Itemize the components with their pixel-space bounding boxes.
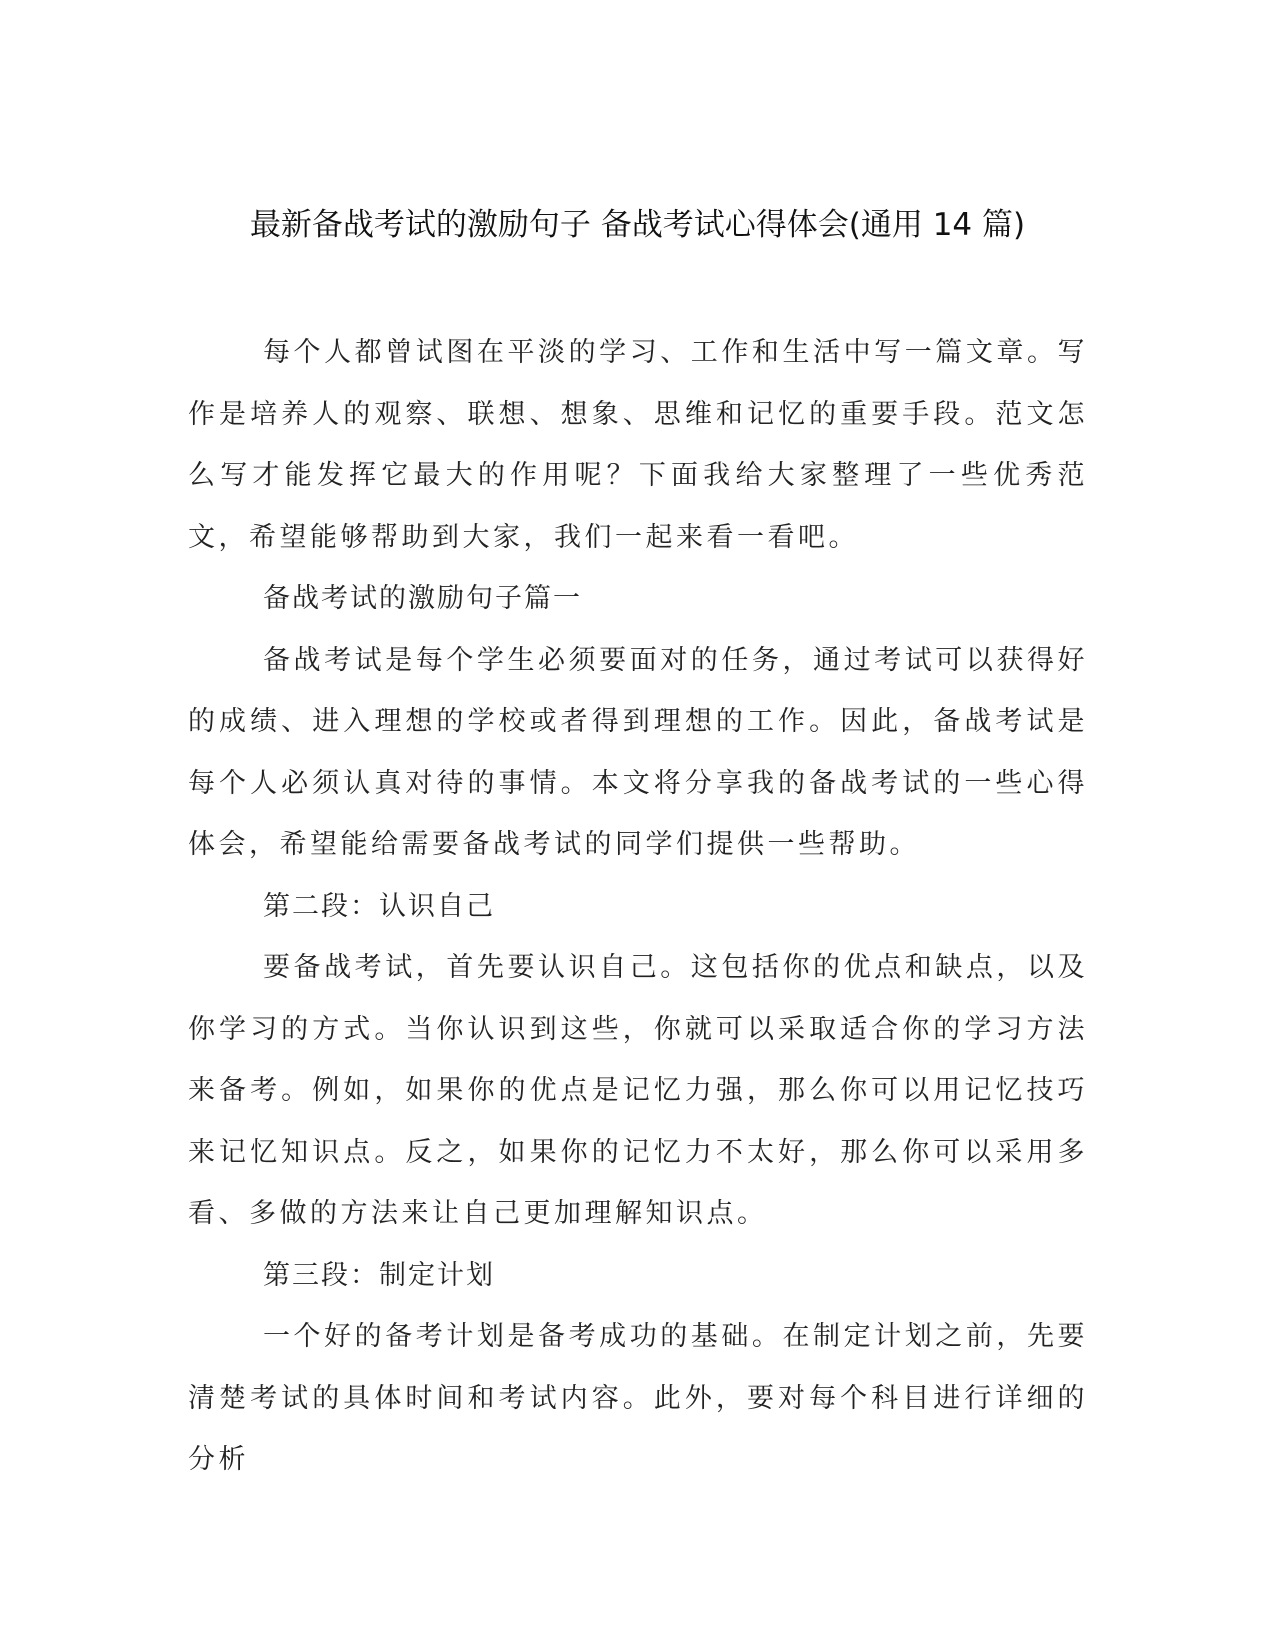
body-paragraph: 备战考试是每个学生必须要面对的任务，通过考试可以获得好的成绩、进入理想的学校或者得到理想的工作。因此，备战考试是每个人必须认真对待的事情。本文将分享我的备战考试的一些心得体会，希望能给需要备战考试的同学们提供一些帮助。 <box>188 644 1088 860</box>
document-title: 最新备战考试的激励句子 备战考试心得体会(通用 14 篇) <box>249 207 1026 243</box>
section-heading-second: 第二段：认识自己 <box>263 890 495 922</box>
body-paragraph: 要备战考试，首先要认识自己。这包括你的优点和缺点，以及你学习的方式。当你认识到这些，你就可以采取适合你的学习方法来备考。例如，如果你的优点是记忆力强，那么你可以用记忆技巧来记忆知识点。反之，如果你的记忆力不太好，那么你可以采用多看、多做的方法来让自己更加理解知识点。 <box>188 952 1088 1229</box>
section-heading-part-one: 备战考试的激励句子篇一 <box>263 583 582 614</box>
intro-paragraph: 每个人都曾试图在平淡的学习、工作和生活中写一篇文章。写作是培养人的观察、联想、想象、思维和记忆的重要手段。范文怎么写才能发挥它最大的作用呢？下面我给大家整理了一些优秀范文，希望能够帮助到大家，我们一起来看一看吧。 <box>188 337 1088 553</box>
body-paragraph: 一个好的备考计划是备考成功的基础。在制定计划之前，先要清楚考试的具体时间和考试内容。此外，要对每个科目进行详细的分析 <box>188 1321 1088 1475</box>
section-heading-third: 第三段：制定计划 <box>263 1259 495 1291</box>
document-body <box>188 322 1088 1491</box>
